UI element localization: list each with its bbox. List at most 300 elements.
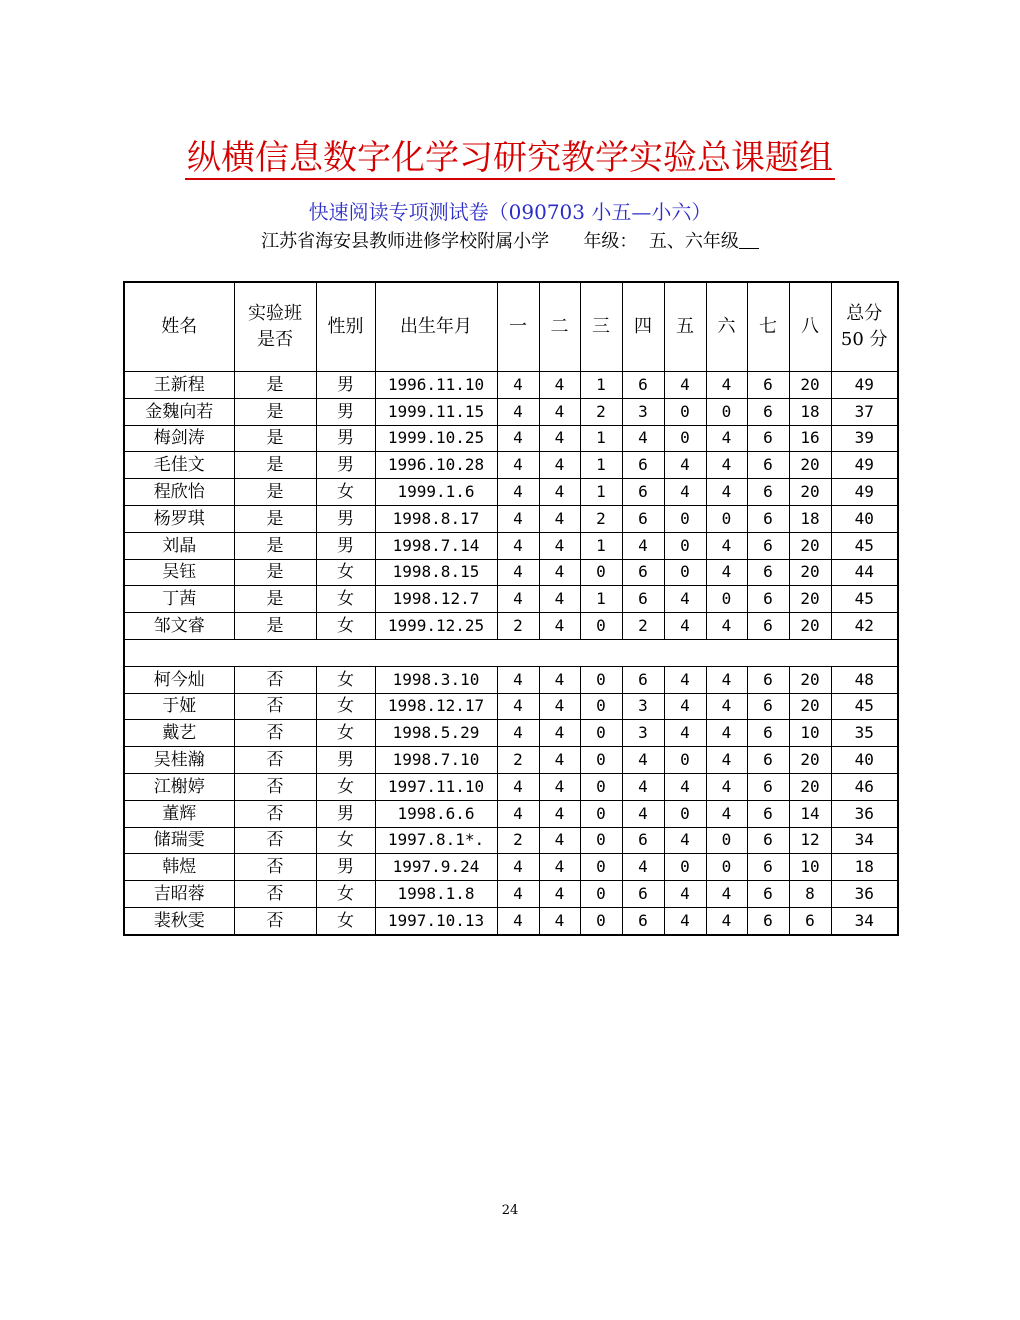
- cell-experimental: 否: [234, 854, 316, 881]
- table-header-row: [124, 282, 898, 372]
- table-row: [124, 881, 898, 908]
- cell-name: 王新程: [124, 372, 234, 399]
- cell-q1: 4: [497, 372, 539, 399]
- cell-gender: 男: [316, 532, 375, 559]
- cell-birth: 1999.10.25: [375, 425, 497, 452]
- cell-q2: 4: [539, 586, 580, 613]
- cell-q4: 6: [622, 907, 664, 934]
- cell-q7: 6: [747, 532, 789, 559]
- cell-experimental: 是: [234, 586, 316, 613]
- cell-name: 梅剑涛: [124, 425, 234, 452]
- cell-q4: 6: [622, 666, 664, 693]
- cell-birth: 1998.8.15: [375, 559, 497, 586]
- cell-birth: 1998.5.29: [375, 720, 497, 747]
- cell-experimental: 是: [234, 505, 316, 532]
- cell-gender: 男: [316, 398, 375, 425]
- cell-q8: 14: [789, 800, 831, 827]
- cell-q4: 3: [622, 693, 664, 720]
- cell-q7: 6: [747, 881, 789, 908]
- cell-q5: 0: [664, 854, 706, 881]
- cell-birth: 1997.10.13: [375, 907, 497, 934]
- cell-q3: 0: [580, 720, 622, 747]
- cell-q4: 4: [622, 800, 664, 827]
- cell-q5: 4: [664, 452, 706, 479]
- cell-q8: 20: [789, 479, 831, 506]
- cell-q4: 2: [622, 613, 664, 640]
- header-total-line2: 50 分: [840, 329, 888, 350]
- cell-gender: 女: [316, 827, 375, 854]
- cell-name: 吉昭蓉: [124, 881, 234, 908]
- cell-total: 39: [831, 425, 898, 452]
- cell-q6: 4: [706, 773, 747, 800]
- cell-q5: 4: [664, 693, 706, 720]
- cell-q8: 18: [789, 398, 831, 425]
- cell-q2: 4: [539, 398, 580, 425]
- document-subtitle: 快速阅读专项测试卷（090703 小五—小六）: [308, 200, 712, 224]
- table-row: [124, 907, 898, 934]
- cell-experimental: 否: [234, 747, 316, 774]
- cell-q1: 4: [497, 666, 539, 693]
- cell-q4: 4: [622, 854, 664, 881]
- table-row: [124, 800, 898, 827]
- cell-birth: 1998.8.17: [375, 505, 497, 532]
- cell-gender: 女: [316, 586, 375, 613]
- header-gender: 性别: [316, 282, 375, 372]
- grade-blank-line: [739, 230, 759, 249]
- cell-q1: 4: [497, 907, 539, 934]
- cell-q1: 4: [497, 398, 539, 425]
- cell-total: 48: [831, 666, 898, 693]
- cell-q1: 4: [497, 586, 539, 613]
- cell-q6: 4: [706, 881, 747, 908]
- cell-q5: 4: [664, 613, 706, 640]
- cell-q1: 4: [497, 854, 539, 881]
- cell-q8: 20: [789, 586, 831, 613]
- cell-q4: 4: [622, 425, 664, 452]
- cell-q3: 0: [580, 666, 622, 693]
- cell-q4: 6: [622, 881, 664, 908]
- page-number: 24: [501, 1203, 519, 1218]
- cell-q4: 6: [622, 479, 664, 506]
- cell-name: 储瑞雯: [124, 827, 234, 854]
- cell-birth: 1998.7.10: [375, 747, 497, 774]
- cell-q6: 0: [706, 854, 747, 881]
- cell-q8: 10: [789, 720, 831, 747]
- cell-q3: 0: [580, 881, 622, 908]
- cell-q4: 3: [622, 720, 664, 747]
- table-row: [124, 559, 898, 586]
- cell-q8: 20: [789, 747, 831, 774]
- table-row: [124, 747, 898, 774]
- cell-total: 49: [831, 479, 898, 506]
- cell-q1: 4: [497, 800, 539, 827]
- cell-experimental: 否: [234, 773, 316, 800]
- cell-birth: 1998.7.14: [375, 532, 497, 559]
- cell-q8: 20: [789, 693, 831, 720]
- cell-q8: 12: [789, 827, 831, 854]
- cell-gender: 男: [316, 505, 375, 532]
- cell-name: 戴艺: [124, 720, 234, 747]
- document-title: [0, 136, 1020, 180]
- cell-q5: 4: [664, 907, 706, 934]
- cell-q8: 20: [789, 613, 831, 640]
- cell-q4: 6: [622, 586, 664, 613]
- cell-q2: 4: [539, 720, 580, 747]
- cell-q2: 4: [539, 479, 580, 506]
- cell-q5: 0: [664, 425, 706, 452]
- cell-gender: 男: [316, 854, 375, 881]
- cell-birth: 1997.9.24: [375, 854, 497, 881]
- cell-q1: 2: [497, 747, 539, 774]
- cell-name: 吴桂瀚: [124, 747, 234, 774]
- cell-name: 丁茜: [124, 586, 234, 613]
- cell-q2: 4: [539, 881, 580, 908]
- header-q5: 五: [664, 282, 706, 372]
- cell-q4: 6: [622, 372, 664, 399]
- cell-q8: 16: [789, 425, 831, 452]
- cell-birth: 1997.11.10: [375, 773, 497, 800]
- cell-q7: 6: [747, 505, 789, 532]
- grade-value: 五、六年级: [648, 231, 739, 252]
- cell-total: 49: [831, 452, 898, 479]
- cell-q5: 0: [664, 747, 706, 774]
- cell-total: 34: [831, 827, 898, 854]
- cell-q8: 20: [789, 452, 831, 479]
- cell-q7: 6: [747, 720, 789, 747]
- cell-name: 吴钰: [124, 559, 234, 586]
- table-row: [124, 452, 898, 479]
- table-row: [124, 720, 898, 747]
- cell-gender: 男: [316, 425, 375, 452]
- cell-experimental: 是: [234, 425, 316, 452]
- cell-gender: 男: [316, 800, 375, 827]
- cell-q6: 0: [706, 398, 747, 425]
- cell-birth: 1996.11.10: [375, 372, 497, 399]
- cell-q4: 3: [622, 398, 664, 425]
- cell-experimental: 否: [234, 881, 316, 908]
- cell-name: 于娅: [124, 693, 234, 720]
- cell-q3: 0: [580, 800, 622, 827]
- cell-q7: 6: [747, 452, 789, 479]
- cell-total: 37: [831, 398, 898, 425]
- cell-q8: 20: [789, 773, 831, 800]
- table-row: [124, 827, 898, 854]
- cell-gender: 男: [316, 452, 375, 479]
- cell-experimental: 否: [234, 800, 316, 827]
- cell-q1: 4: [497, 452, 539, 479]
- cell-q4: 6: [622, 452, 664, 479]
- cell-q6: 4: [706, 532, 747, 559]
- cell-q4: 6: [622, 827, 664, 854]
- table-row: [124, 505, 898, 532]
- cell-q6: 0: [706, 586, 747, 613]
- cell-q8: 10: [789, 854, 831, 881]
- cell-q4: 4: [622, 532, 664, 559]
- cell-birth: 1998.1.8: [375, 881, 497, 908]
- header-q2: 二: [539, 282, 580, 372]
- cell-q1: 2: [497, 827, 539, 854]
- cell-q6: 4: [706, 452, 747, 479]
- cell-experimental: 是: [234, 479, 316, 506]
- school-name: 江苏省海安县教师进修学校附属小学: [261, 231, 550, 252]
- cell-experimental: 否: [234, 720, 316, 747]
- cell-total: 36: [831, 881, 898, 908]
- cell-birth: 1999.12.25: [375, 613, 497, 640]
- cell-q7: 6: [747, 693, 789, 720]
- cell-q5: 4: [664, 586, 706, 613]
- cell-q4: 4: [622, 747, 664, 774]
- cell-q1: 2: [497, 613, 539, 640]
- header-q8: 八: [789, 282, 831, 372]
- cell-q7: 6: [747, 559, 789, 586]
- cell-q7: 6: [747, 586, 789, 613]
- cell-gender: 女: [316, 693, 375, 720]
- cell-q6: 0: [706, 827, 747, 854]
- cell-q6: 4: [706, 559, 747, 586]
- cell-q6: 4: [706, 425, 747, 452]
- table-row: [124, 479, 898, 506]
- cell-q5: 4: [664, 666, 706, 693]
- cell-q2: 4: [539, 827, 580, 854]
- cell-birth: 1998.12.17: [375, 693, 497, 720]
- cell-experimental: 是: [234, 398, 316, 425]
- separator-cell: [124, 639, 898, 666]
- cell-q6: 0: [706, 505, 747, 532]
- table-row: [124, 854, 898, 881]
- cell-name: 韩煜: [124, 854, 234, 881]
- cell-name: 江榭婷: [124, 773, 234, 800]
- cell-q3: 1: [580, 586, 622, 613]
- cell-q7: 6: [747, 773, 789, 800]
- cell-q7: 6: [747, 827, 789, 854]
- cell-q6: 4: [706, 372, 747, 399]
- cell-q5: 0: [664, 398, 706, 425]
- cell-birth: 1998.12.7: [375, 586, 497, 613]
- cell-q7: 6: [747, 747, 789, 774]
- cell-q8: 20: [789, 532, 831, 559]
- cell-q6: 4: [706, 693, 747, 720]
- cell-q4: 6: [622, 505, 664, 532]
- cell-q8: 20: [789, 372, 831, 399]
- cell-q6: 4: [706, 720, 747, 747]
- cell-name: 董辉: [124, 800, 234, 827]
- cell-q1: 4: [497, 532, 539, 559]
- cell-total: 18: [831, 854, 898, 881]
- cell-total: 45: [831, 532, 898, 559]
- table-row: [124, 372, 898, 399]
- cell-q3: 1: [580, 372, 622, 399]
- cell-q2: 4: [539, 693, 580, 720]
- cell-total: 40: [831, 505, 898, 532]
- cell-q3: 1: [580, 479, 622, 506]
- cell-q3: 0: [580, 773, 622, 800]
- cell-experimental: 否: [234, 827, 316, 854]
- cell-q8: 20: [789, 666, 831, 693]
- cell-q5: 0: [664, 800, 706, 827]
- cell-q8: 20: [789, 559, 831, 586]
- cell-total: 40: [831, 747, 898, 774]
- cell-name: 刘晶: [124, 532, 234, 559]
- table-row: [124, 666, 898, 693]
- cell-experimental: 是: [234, 452, 316, 479]
- cell-q2: 4: [539, 666, 580, 693]
- cell-q7: 6: [747, 800, 789, 827]
- cell-q4: 6: [622, 559, 664, 586]
- cell-q7: 6: [747, 613, 789, 640]
- table-row: [124, 773, 898, 800]
- cell-q5: 4: [664, 479, 706, 506]
- cell-q2: 4: [539, 559, 580, 586]
- header-total-line1: 总分: [846, 303, 883, 324]
- header-q3: 三: [580, 282, 622, 372]
- document-title-text: 纵横信息数字化学习研究教学实验总课题组: [187, 138, 833, 178]
- cell-q3: 0: [580, 559, 622, 586]
- cell-q5: 4: [664, 773, 706, 800]
- header-experimental: [234, 282, 316, 372]
- table-row: [124, 532, 898, 559]
- cell-birth: 1998.3.10: [375, 666, 497, 693]
- cell-q6: 4: [706, 479, 747, 506]
- cell-q5: 4: [664, 827, 706, 854]
- cell-q1: 4: [497, 720, 539, 747]
- header-q7: 七: [747, 282, 789, 372]
- cell-total: 46: [831, 773, 898, 800]
- cell-q3: 0: [580, 827, 622, 854]
- header-q4: 四: [622, 282, 664, 372]
- header-q1: 一: [497, 282, 539, 372]
- grade-label: 年级：: [583, 231, 638, 252]
- cell-q6: 4: [706, 747, 747, 774]
- cell-name: 金魏向若: [124, 398, 234, 425]
- cell-q3: 2: [580, 398, 622, 425]
- cell-name: 裴秋雯: [124, 907, 234, 934]
- header-total: [831, 282, 898, 372]
- header-experimental-line2: 是否: [257, 329, 293, 350]
- cell-q5: 4: [664, 881, 706, 908]
- cell-name: 邹文睿: [124, 613, 234, 640]
- cell-birth: 1996.10.28: [375, 452, 497, 479]
- table-row: [124, 693, 898, 720]
- cell-gender: 女: [316, 666, 375, 693]
- cell-q1: 4: [497, 881, 539, 908]
- cell-q2: 4: [539, 425, 580, 452]
- cell-experimental: 是: [234, 613, 316, 640]
- cell-q5: 4: [664, 720, 706, 747]
- header-name: 姓名: [124, 282, 234, 372]
- cell-gender: 男: [316, 747, 375, 774]
- score-table: [123, 281, 899, 936]
- cell-experimental: 否: [234, 693, 316, 720]
- cell-q2: 4: [539, 800, 580, 827]
- header-birth: 出生年月: [375, 282, 497, 372]
- cell-gender: 女: [316, 773, 375, 800]
- cell-q7: 6: [747, 398, 789, 425]
- cell-total: 49: [831, 372, 898, 399]
- cell-q3: 0: [580, 854, 622, 881]
- cell-q2: 4: [539, 452, 580, 479]
- table-row: [124, 425, 898, 452]
- header-q6: 六: [706, 282, 747, 372]
- cell-q2: 4: [539, 532, 580, 559]
- cell-q3: 1: [580, 452, 622, 479]
- cell-q7: 6: [747, 372, 789, 399]
- cell-gender: 女: [316, 613, 375, 640]
- cell-q7: 6: [747, 854, 789, 881]
- cell-q3: 2: [580, 505, 622, 532]
- cell-total: 42: [831, 613, 898, 640]
- table-row: [124, 586, 898, 613]
- cell-q7: 6: [747, 666, 789, 693]
- cell-q1: 4: [497, 425, 539, 452]
- cell-experimental: 是: [234, 372, 316, 399]
- cell-q3: 0: [580, 747, 622, 774]
- cell-q7: 6: [747, 479, 789, 506]
- cell-total: 35: [831, 720, 898, 747]
- cell-q7: 6: [747, 907, 789, 934]
- cell-q5: 0: [664, 532, 706, 559]
- cell-q5: 0: [664, 505, 706, 532]
- cell-birth: 1999.1.6: [375, 479, 497, 506]
- cell-birth: 1998.6.6: [375, 800, 497, 827]
- cell-experimental: 是: [234, 532, 316, 559]
- cell-total: 44: [831, 559, 898, 586]
- cell-total: 45: [831, 586, 898, 613]
- cell-q2: 4: [539, 505, 580, 532]
- cell-gender: 女: [316, 907, 375, 934]
- cell-experimental: 否: [234, 666, 316, 693]
- header-experimental-line1: 实验班: [248, 303, 302, 324]
- cell-q1: 4: [497, 479, 539, 506]
- cell-gender: 女: [316, 559, 375, 586]
- cell-total: 45: [831, 693, 898, 720]
- cell-q2: 4: [539, 372, 580, 399]
- cell-q6: 4: [706, 907, 747, 934]
- cell-birth: 1997.8.1*.: [375, 827, 497, 854]
- cell-q8: 6: [789, 907, 831, 934]
- cell-q4: 4: [622, 773, 664, 800]
- cell-birth: 1999.11.15: [375, 398, 497, 425]
- cell-q3: 0: [580, 907, 622, 934]
- cell-gender: 女: [316, 720, 375, 747]
- table-row: [124, 613, 898, 640]
- cell-name: 毛佳文: [124, 452, 234, 479]
- cell-name: 程欣怡: [124, 479, 234, 506]
- cell-q6: 4: [706, 613, 747, 640]
- cell-gender: 女: [316, 881, 375, 908]
- cell-q3: 1: [580, 532, 622, 559]
- cell-q3: 1: [580, 425, 622, 452]
- cell-q1: 4: [497, 773, 539, 800]
- cell-total: 34: [831, 907, 898, 934]
- cell-q1: 4: [497, 505, 539, 532]
- cell-gender: 男: [316, 372, 375, 399]
- cell-q6: 4: [706, 800, 747, 827]
- cell-q8: 8: [789, 881, 831, 908]
- cell-q3: 0: [580, 613, 622, 640]
- cell-q2: 4: [539, 613, 580, 640]
- cell-q2: 4: [539, 747, 580, 774]
- cell-q5: 4: [664, 372, 706, 399]
- cell-q1: 4: [497, 559, 539, 586]
- cell-experimental: 是: [234, 559, 316, 586]
- cell-experimental: 否: [234, 907, 316, 934]
- cell-q5: 0: [664, 559, 706, 586]
- cell-q2: 4: [539, 907, 580, 934]
- cell-q3: 0: [580, 693, 622, 720]
- cell-q1: 4: [497, 693, 539, 720]
- cell-q6: 4: [706, 666, 747, 693]
- cell-q8: 18: [789, 505, 831, 532]
